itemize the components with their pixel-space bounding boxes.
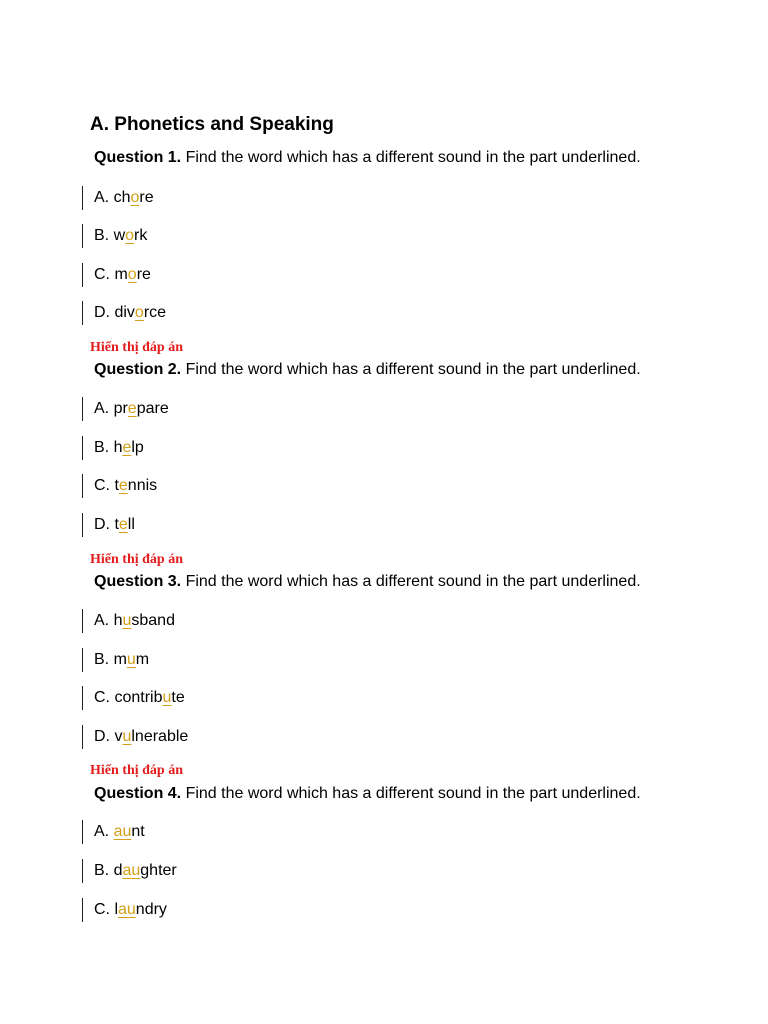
option-3b[interactable] <box>82 647 149 673</box>
option-text: B. help <box>94 439 144 456</box>
option-bar <box>82 898 83 922</box>
question-1 <box>94 148 641 168</box>
underlined-part: e <box>122 439 132 456</box>
option-1d[interactable] <box>82 300 166 326</box>
option-bar <box>82 474 83 498</box>
option-text: C. more <box>94 266 151 283</box>
option-1a[interactable] <box>82 185 154 211</box>
underlined-part: e <box>118 477 128 494</box>
underlined-part: o <box>127 266 137 283</box>
option-text: A. aunt <box>94 823 145 840</box>
question-label: Question 1. <box>94 149 182 166</box>
underlined-part: au <box>113 823 132 840</box>
question-label: Question 2. <box>94 361 182 378</box>
option-bar <box>82 725 83 749</box>
question-label: Question 3. <box>94 573 182 590</box>
option-4a[interactable] <box>82 819 145 845</box>
underlined-part: o <box>134 304 144 321</box>
option-text: D. divorce <box>94 304 167 321</box>
option-bar <box>82 301 83 325</box>
option-bar <box>82 820 83 844</box>
option-text: A. prepare <box>94 400 169 417</box>
option-bar <box>82 648 83 672</box>
show-answer-link-1[interactable]: Hiển thị đáp án <box>90 340 183 355</box>
option-1b[interactable] <box>82 223 147 249</box>
question-prompt: Find the word which has a different sound in the part underlined. <box>181 361 641 378</box>
option-bar <box>82 686 83 710</box>
option-2d[interactable] <box>82 512 135 538</box>
question-2 <box>94 360 641 380</box>
option-3a[interactable] <box>82 608 175 634</box>
option-2c[interactable] <box>82 473 157 499</box>
underlined-part: e <box>118 516 128 533</box>
question-3 <box>94 572 641 592</box>
option-text: D. vulnerable <box>94 728 189 745</box>
option-bar <box>82 186 83 210</box>
underlined-part: au <box>118 901 136 918</box>
option-text: C. tennis <box>94 477 158 494</box>
option-bar <box>82 224 83 248</box>
underlined-part: u <box>126 651 136 668</box>
option-1c[interactable] <box>82 262 151 288</box>
option-bar <box>82 513 83 537</box>
option-text: D. tell <box>94 516 135 533</box>
option-4c[interactable] <box>82 897 167 923</box>
show-answer-link-3[interactable]: Hiển thị đáp án <box>90 763 183 778</box>
underlined-part: u <box>122 728 132 745</box>
underlined-part: o <box>125 227 135 244</box>
option-bar <box>82 859 83 883</box>
option-4b[interactable] <box>82 858 177 884</box>
question-prompt: Find the word which has a different sound in the part underlined. <box>181 785 641 802</box>
option-text: B. daughter <box>94 862 177 879</box>
option-text: A. husband <box>94 612 175 629</box>
question-4 <box>94 784 641 804</box>
option-bar <box>82 609 83 633</box>
question-prompt: Find the word which has a different sound in the part underlined. <box>181 573 641 590</box>
option-text: C. contribute <box>94 689 185 706</box>
section-title: A. Phonetics and Speaking <box>90 114 334 135</box>
underlined-part: au <box>122 862 141 879</box>
question-label: Question 4. <box>94 785 182 802</box>
underlined-part: u <box>122 612 132 629</box>
show-answer-link-2[interactable]: Hiển thị đáp án <box>90 552 183 567</box>
option-3d[interactable] <box>82 724 188 750</box>
option-text: B. mum <box>94 651 150 668</box>
question-prompt: Find the word which has a different sound in the part underlined. <box>181 149 641 166</box>
underlined-part: e <box>127 400 137 417</box>
underlined-part: o <box>130 189 140 206</box>
option-2a[interactable] <box>82 396 169 422</box>
option-3c[interactable] <box>82 685 185 711</box>
option-2b[interactable] <box>82 435 144 461</box>
option-bar <box>82 436 83 460</box>
option-text: B. work <box>94 227 148 244</box>
option-bar <box>82 263 83 287</box>
option-text: C. laundry <box>94 901 167 918</box>
underlined-part: u <box>162 689 172 706</box>
option-text: A. chore <box>94 189 154 206</box>
option-bar <box>82 397 83 421</box>
